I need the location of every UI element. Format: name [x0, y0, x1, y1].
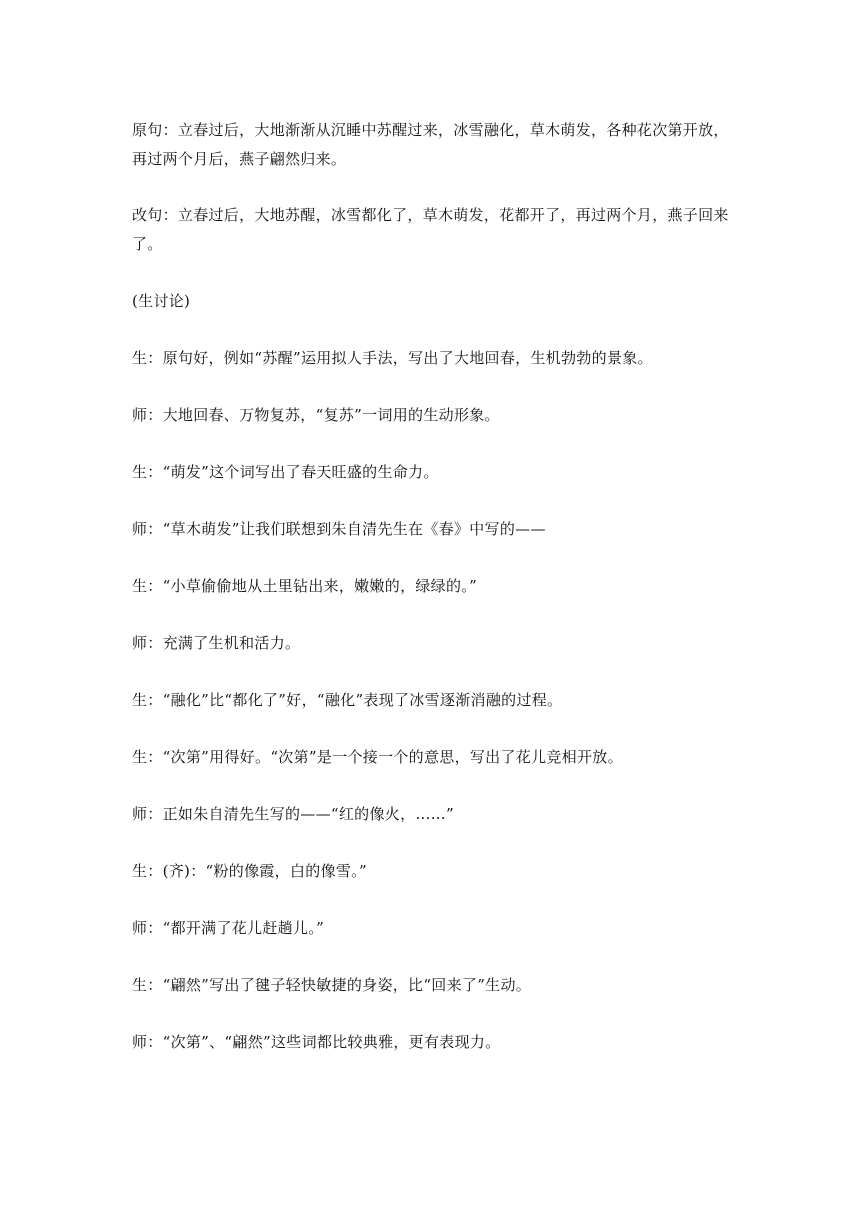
stage-direction: (生讨论)	[132, 292, 191, 310]
dialogue-line: 师：大地回春、万物复苏，“复苏”一词用的生动形象。	[132, 406, 500, 424]
dialogue-line: 师：正如朱自清先生写的——“红的像火，……”	[132, 805, 454, 823]
dialogue-line: 生：原句好，例如“苏醒”运用拟人手法，写出了大地回春，生机勃勃的景象。	[132, 349, 653, 367]
original-sentence: 原句：立春过后，大地渐渐从沉睡中苏醒过来，冰雪融化，草木萌发，各种花次第开放，再过两个月后，燕子翩然归来。	[132, 121, 729, 168]
dialogue-line: 师：充满了生机和活力。	[132, 634, 301, 652]
document-body	[132, 116, 740, 1084]
dialogue-line: 生：(齐)：“粉的像霞，白的像雪。”	[132, 862, 367, 880]
dialogue-line: 生：“翩然”写出了毽子轻快敏捷的身姿，比“回来了”生动。	[132, 976, 532, 994]
revised-sentence: 改句：立春过后，大地苏醒，冰雪都化了，草木萌发，花都开了，再过两个月，燕子回来了。	[132, 206, 729, 253]
dialogue-line: 生：“融化”比“都化了”好，“融化”表现了冰雪逐渐消融的过程。	[132, 691, 563, 709]
dialogue-line: 师：“次第”、“翩然”这些词都比较典雅，更有表现力。	[132, 1033, 501, 1051]
dialogue-line: 师：“草木萌发”让我们联想到朱自清先生在《春》中写的——	[132, 520, 546, 538]
dialogue-line: 生：“萌发”这个词写出了春天旺盛的生命力。	[132, 463, 439, 481]
dialogue-line: 生：“小草偷偷地从土里钻出来，嫩嫩的，绿绿的。”	[132, 577, 478, 595]
dialogue-line: 师：“都开满了花儿赶趟儿。”	[132, 919, 325, 937]
dialogue-line: 生：“次第”用得好。“次第”是一个接一个的意思，写出了花儿竞相开放。	[132, 748, 623, 766]
